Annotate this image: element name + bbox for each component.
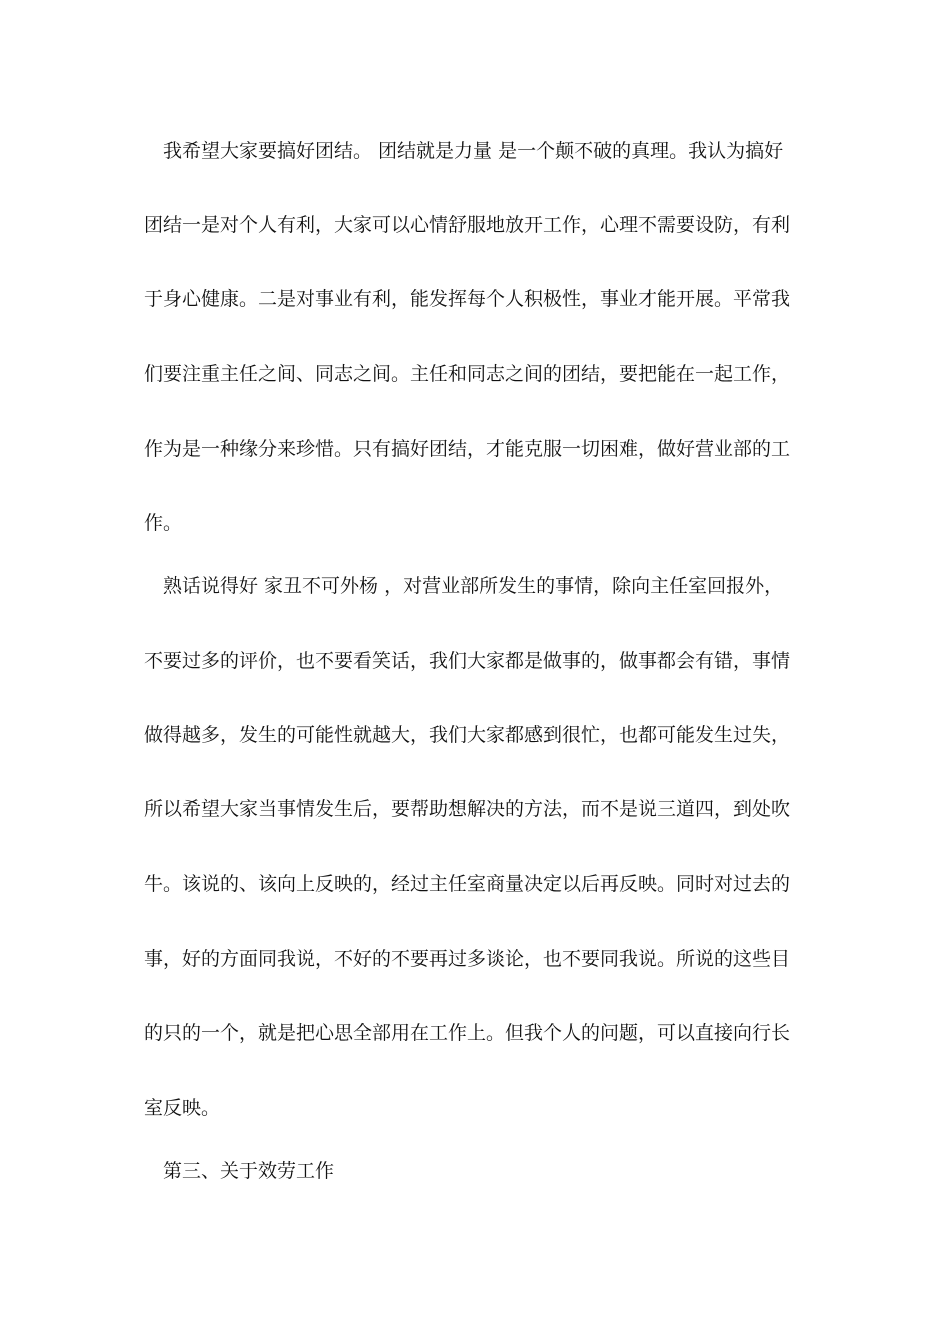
paragraph-2-line-3: 做得越多，发生的可能性就越大，我们大家都感到很忙，也都可能发生过失，: [144, 724, 791, 746]
paragraph-2-line-2: 不要过多的评价，也不要看笑话，我们大家都是做事的，做事都会有错，事情: [144, 650, 791, 672]
paragraph-1-line-2: 团结一是对个人有利，大家可以心情舒服地放开工作，心理不需要设防，有利: [144, 214, 791, 236]
paragraph-1-line-6: 作。: [144, 512, 183, 534]
paragraph-2-line-5: 牛。该说的、该向上反映的，经过主任室商量决定以后再反映。同时对过去的: [144, 873, 791, 895]
paragraph-1-line-1: 我希望大家要搞好团结。 团结就是力量 是一个颠不破的真理。我认为搞好: [163, 140, 784, 162]
paragraph-2-line-7: 的只的一个，就是把心思全部用在工作上。但我个人的问题，可以直接向行长: [144, 1022, 791, 1044]
paragraph-2-line-1: 熟话说得好 家丑不可外杨 ，对营业部所发生的事情，除向主任室回报外，: [163, 575, 784, 597]
paragraph-2-line-8: 室反映。: [144, 1097, 221, 1119]
paragraph-2-line-4: 所以希望大家当事情发生后，要帮助想解决的方法，而不是说三道四，到处吹: [144, 798, 791, 820]
paragraph-1-line-5: 作为是一种缘分来珍惜。只有搞好团结，才能克服一切困难，做好营业部的工: [144, 438, 791, 460]
paragraph-1-line-4: 们要注重主任之间、同志之间。主任和同志之间的团结，要把能在一起工作，: [144, 363, 791, 385]
paragraph-1-line-3: 于身心健康。二是对事业有利，能发挥每个人积极性，事业才能开展。平常我: [144, 288, 791, 310]
section-heading: 第三、关于效劳工作: [163, 1160, 335, 1182]
paragraph-2-line-6: 事，好的方面同我说，不好的不要再过多谈论，也不要同我说。所说的这些目: [144, 948, 791, 970]
